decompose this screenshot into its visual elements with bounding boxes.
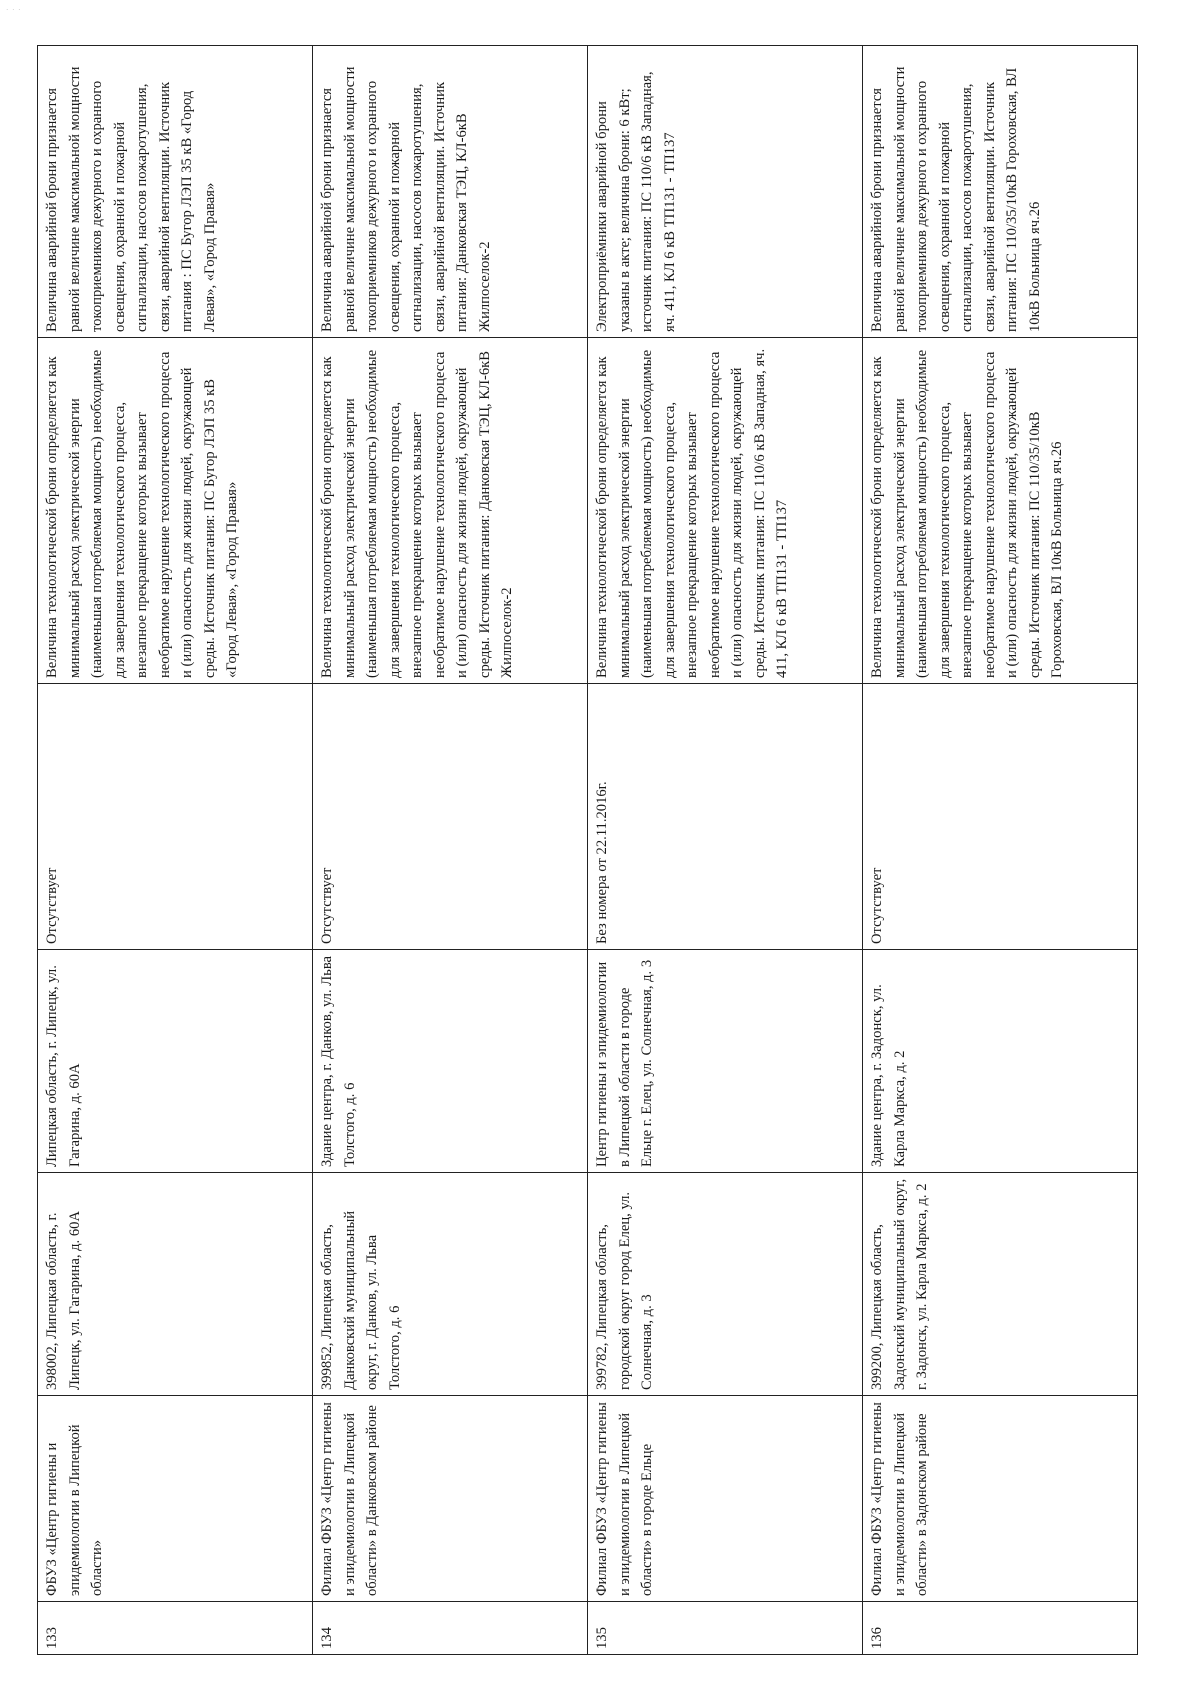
object-location-cell: Здание центра, г. Данков, ул. Льва Толстого, д. 6 <box>313 950 588 1173</box>
emergency-reserve-cell: Величина аварийной брони признается равной величине максимальной мощности токоприемников дежурного и охранного освещения, охранной и пожарной сигнализации, насосов пожаротушения, связи, аварийной вентиляции. Источник питания: Данковская ТЭЦ, КЛ-6кВ Жилпоселок-2 <box>313 46 588 338</box>
table-row <box>313 46 588 1655</box>
row-number-cell: 135 <box>588 1602 863 1655</box>
technological-reserve-cell: Величина технологической брони определяется как минимальный расход электрической энергии (наименьшая потребляемая мощность) необходимые для завершения технологического процесса, внезапное прекращение которых вызывает необратимое нарушение технологического процесса и (или) опасность для жизни людей, окружающей среды. Источник питания: Данковская ТЭЦ, КЛ-6кВ Жилпоселок-2 <box>313 338 588 684</box>
organization-name-cell: Филиал ФБУЗ «Центр гигиены и эпидемиологии в Липецкой области» в Задонском районе <box>863 1396 1138 1602</box>
emergency-reserve-cell: Электроприёмники аварийной брони указаны в акте; величина брони: 6 кВт; источник питания: ПС 110/6 кВ Западная, яч. 411, КЛ 6 кВ ТП131 - ТП137 <box>588 46 863 338</box>
corner-scan-mark: · · · <box>6 6 22 14</box>
row-number-cell: 136 <box>863 1602 1138 1655</box>
act-cell: Отсутствует <box>313 684 588 950</box>
emergency-reserve-cell: Величина аварийной брони признается равной величине максимальной мощности токоприемников дежурного и охранного освещения, охранной и пожарной сигнализации, насосов пожаротушения, связи, аварийной вентиляции. Источник питания: ПС 110/35/10кВ Гороховская, ВЛ 10кВ Больница яч.26 <box>863 46 1138 338</box>
object-location-cell: Липецкая область, г. Липецк, ул. Гагарина, д. 60А <box>38 950 313 1173</box>
table-row <box>863 46 1138 1655</box>
table-row <box>38 46 313 1655</box>
object-location-cell: Здание центра, г. Задонск, ул. Карла Маркса, д. 2 <box>863 950 1138 1173</box>
technological-reserve-cell: Величина технологической брони определяется как минимальный расход электрической энергии (наименьшая потребляемая мощность) необходимые для завершения технологического процесса, внезапное прекращение которых вызывает необратимое нарушение технологического процесса и (или) опасность для жизни людей, окружающей среды. Источник питания: ПС Бугор ЛЭП 35 кВ «Город Левая», «Город Правая» <box>38 338 313 684</box>
act-cell: Без номера от 22.11.2016г. <box>588 684 863 950</box>
act-cell: Отсутствует <box>38 684 313 950</box>
power-reserve-table <box>37 45 1138 1655</box>
act-cell: Отсутствует <box>863 684 1138 950</box>
legal-address-cell: 399200, Липецкая область, Задонский муниципальный округ, г. Задонск, ул. Карла Маркса, д. 2 <box>863 1173 1138 1396</box>
row-number-cell: 133 <box>38 1602 313 1655</box>
technological-reserve-cell: Величина технологической брони определяется как минимальный расход электрической энергии (наименьшая потребляемая мощность) необходимые для завершения технологического процесса, внезапное прекращение которых вызывает необратимое нарушение технологического процесса и (или) опасность для жизни людей, окружающей среды. Источник питания: ПС 110/6 кВ Западная, яч. 411, КЛ 6 кВ ТП131 - ТП137 <box>588 338 863 684</box>
legal-address-cell: 399782, Липецкая область, городской округ город Елец, ул. Солнечная, д. 3 <box>588 1173 863 1396</box>
organization-name-cell: ФБУЗ «Центр гигиены и эпидемиологии в Липецкой области» <box>38 1396 313 1602</box>
technological-reserve-cell: Величина технологической брони определяется как минимальный расход электрической энергии (наименьшая потребляемая мощность) необходимые для завершения технологического процесса, внезапное прекращение которых вызывает необратимое нарушение технологического процесса и (или) опасность для жизни людей, окружающей среды. Источник питания: ПС 110/35/10кВ Гороховская, ВЛ 10кВ Больница яч.26 <box>863 338 1138 684</box>
rotated-table-wrapper <box>37 45 1138 1655</box>
row-number-cell: 134 <box>313 1602 588 1655</box>
emergency-reserve-cell: Величина аварийной брони признается равной величине максимальной мощности токоприемников дежурного и охранного освещения, охранной и пожарной сигнализации, насосов пожаротушения, связи, аварийной вентиляции. Источник питания : ПС Бугор ЛЭП 35 кВ «Город Левая», «Город Правая» <box>38 46 313 338</box>
organization-name-cell: Филиал ФБУЗ «Центр гигиены и эпидемиологии в Липецкой области» в городе Ельце <box>588 1396 863 1602</box>
table-row <box>588 46 863 1655</box>
organization-name-cell: Филиал ФБУЗ «Центр гигиены и эпидемиологии в Липецкой области» в Данковском районе <box>313 1396 588 1602</box>
legal-address-cell: 399852, Липецкая область, Данковский муниципальный округ, г. Данков, ул. Льва Толстого, д. 6 <box>313 1173 588 1396</box>
legal-address-cell: 398002, Липецкая область, г. Липецк, ул. Гагарина, д. 60А <box>38 1173 313 1396</box>
object-location-cell: Центр гигиены и эпидемиологии в Липецкой области в городе Ельце г. Елец, ул. Солнечная, д. 3 <box>588 950 863 1173</box>
